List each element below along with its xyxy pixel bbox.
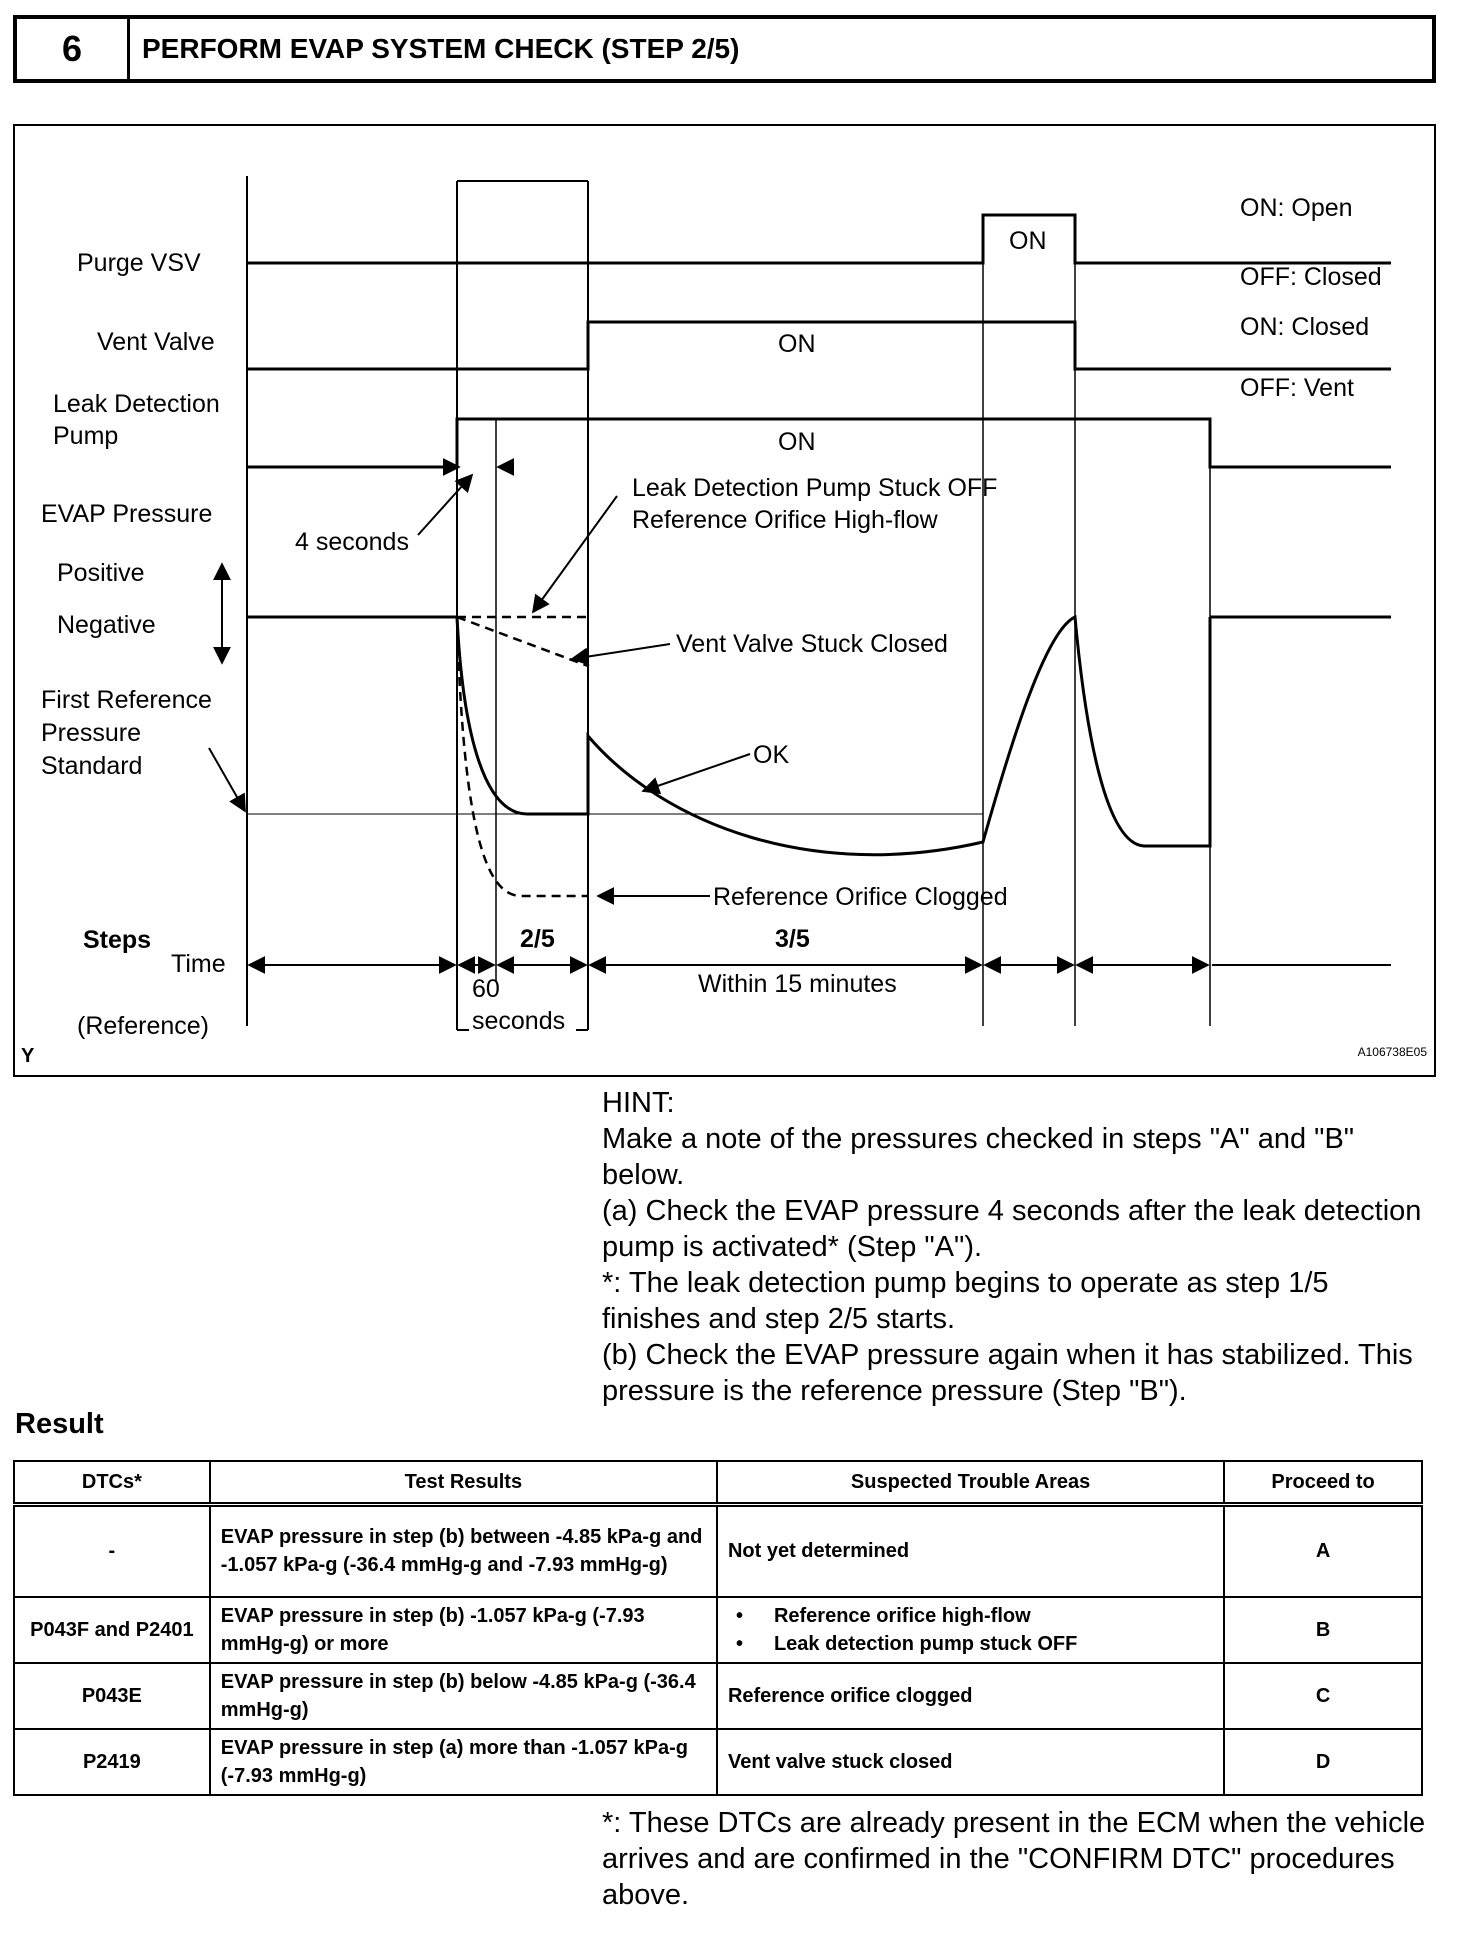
- dtc-cell: -: [14, 1505, 210, 1597]
- proceed-cell: C: [1224, 1663, 1422, 1729]
- label-step-35: 3/5: [775, 925, 810, 953]
- label-ok: OK: [753, 741, 790, 769]
- step-title: PERFORM EVAP SYSTEM CHECK (STEP 2/5): [142, 33, 740, 64]
- hint-paragraph: Make a note of the pressures checked in steps "A" and "B" below.: [602, 1123, 1355, 1191]
- label-clogged: Reference Orifice Clogged: [713, 883, 1008, 911]
- label-purge-on-state: ON: [1009, 227, 1047, 255]
- label-vent-on: ON: Closed: [1240, 313, 1370, 341]
- label-seconds: seconds: [472, 1007, 566, 1035]
- proceed-cell: D: [1224, 1729, 1422, 1795]
- label-vent-off: OFF: Vent: [1240, 374, 1354, 402]
- label-vent-valve: Vent Valve: [97, 328, 215, 356]
- hint-paragraph: *: The leak detection pump begins to operate as step 1/5 finishes and step 2/5 starts.: [602, 1267, 1329, 1335]
- label-reference: (Reference): [77, 1012, 209, 1040]
- column-header: DTCs*: [14, 1461, 210, 1505]
- column-header: Test Results: [210, 1461, 717, 1505]
- label-standard: Standard: [41, 752, 143, 780]
- hint-paragraph: (b) Check the EVAP pressure again when it has stabilized. This pressure is the reference pressure (Step "B").: [602, 1339, 1413, 1407]
- label-vent-stuck: Vent Valve Stuck Closed: [676, 630, 948, 658]
- trouble-area-list: [728, 1602, 1213, 1658]
- step-header: [13, 15, 1436, 83]
- proceed-cell: A: [1224, 1505, 1422, 1597]
- label-pump-on-state: ON: [778, 428, 816, 456]
- trouble-area-cell: Not yet determined: [717, 1505, 1224, 1597]
- step-number: 6: [17, 19, 130, 79]
- dtc-cell: P043E: [14, 1663, 210, 1729]
- result-heading: Result: [15, 1408, 104, 1440]
- corner-mark: Y: [21, 1045, 35, 1067]
- label-pressure: Pressure: [41, 719, 142, 747]
- label-stuck-off: Leak Detection Pump Stuck OFF: [632, 474, 998, 502]
- label-steps: Steps: [83, 926, 152, 954]
- label-evap-pressure: EVAP Pressure: [41, 500, 213, 528]
- test-result-cell: EVAP pressure in step (b) below -4.85 kPa-g (-36.4 mmHg-g): [210, 1663, 717, 1729]
- list-item: • Leak detection pump stuck OFF: [736, 1630, 1213, 1658]
- label-pump: Pump: [53, 422, 119, 450]
- hint-section: [602, 1085, 1432, 1409]
- trouble-area-cell: Reference orifice clogged: [717, 1663, 1224, 1729]
- label-positive: Positive: [57, 559, 145, 587]
- figure-id: A106738E05: [1357, 1045, 1427, 1059]
- label-four-seconds: 4 seconds: [295, 528, 409, 556]
- label-vent-on-state: ON: [778, 330, 816, 358]
- label-time: Time: [171, 950, 226, 978]
- test-result-cell: EVAP pressure in step (b) -1.057 kPa-g (-7.93 mmHg-g) or more: [210, 1597, 717, 1663]
- result-table: [13, 1460, 1423, 1796]
- hint-paragraph: (a) Check the EVAP pressure 4 seconds after the leak detection pump is activated* (Step "A").: [602, 1195, 1422, 1263]
- table-header-row: [14, 1461, 1422, 1505]
- label-first-reference: First Reference: [41, 686, 212, 714]
- timing-diagram: [13, 124, 1436, 1077]
- vent-valve-trace: [247, 322, 1391, 369]
- label-high-flow: Reference Orifice High-flow: [632, 506, 938, 534]
- test-result-cell: EVAP pressure in step (a) more than -1.057 kPa-g (-7.93 mmHg-g): [210, 1729, 717, 1795]
- label-sixty: 60: [472, 975, 500, 1003]
- label-purge-vsv: Purge VSV: [77, 249, 201, 277]
- table-row: [14, 1663, 1422, 1729]
- label-leak-detection: Leak Detection: [53, 390, 220, 418]
- list-item: • Reference orifice high-flow: [736, 1602, 1213, 1630]
- column-header: Proceed to: [1224, 1461, 1422, 1505]
- label-purge-off: OFF: Closed: [1240, 263, 1382, 291]
- purge-vsv-trace: [247, 215, 1391, 263]
- label-purge-on: ON: Open: [1240, 194, 1353, 222]
- pump-trace: [247, 419, 1391, 467]
- trouble-area-cell: Vent valve stuck closed: [717, 1729, 1224, 1795]
- trouble-area-cell: [717, 1597, 1224, 1663]
- hint-heading: HINT:: [602, 1087, 675, 1119]
- dtc-cell: P2419: [14, 1729, 210, 1795]
- table-row: [14, 1597, 1422, 1663]
- table-row: [14, 1729, 1422, 1795]
- footnote: *: These DTCs are already present in the ECM when the vehicle arrives and are confirmed in the "CONFIRM DTC" procedures above.: [602, 1807, 1426, 1911]
- label-step-25: 2/5: [520, 925, 555, 953]
- label-negative: Negative: [57, 611, 156, 639]
- column-header: Suspected Trouble Areas: [717, 1461, 1224, 1505]
- vent-stuck-curve: [457, 617, 588, 666]
- proceed-cell: B: [1224, 1597, 1422, 1663]
- dtc-cell: P043F and P2401: [14, 1597, 210, 1663]
- test-result-cell: EVAP pressure in step (b) between -4.85 kPa-g and -1.057 kPa-g (-36.4 mmHg-g and -7.93 mmHg-g): [210, 1505, 717, 1597]
- timing-diagram-svg: [15, 126, 1434, 1075]
- table-row: [14, 1505, 1422, 1597]
- label-within: Within 15 minutes: [698, 970, 897, 998]
